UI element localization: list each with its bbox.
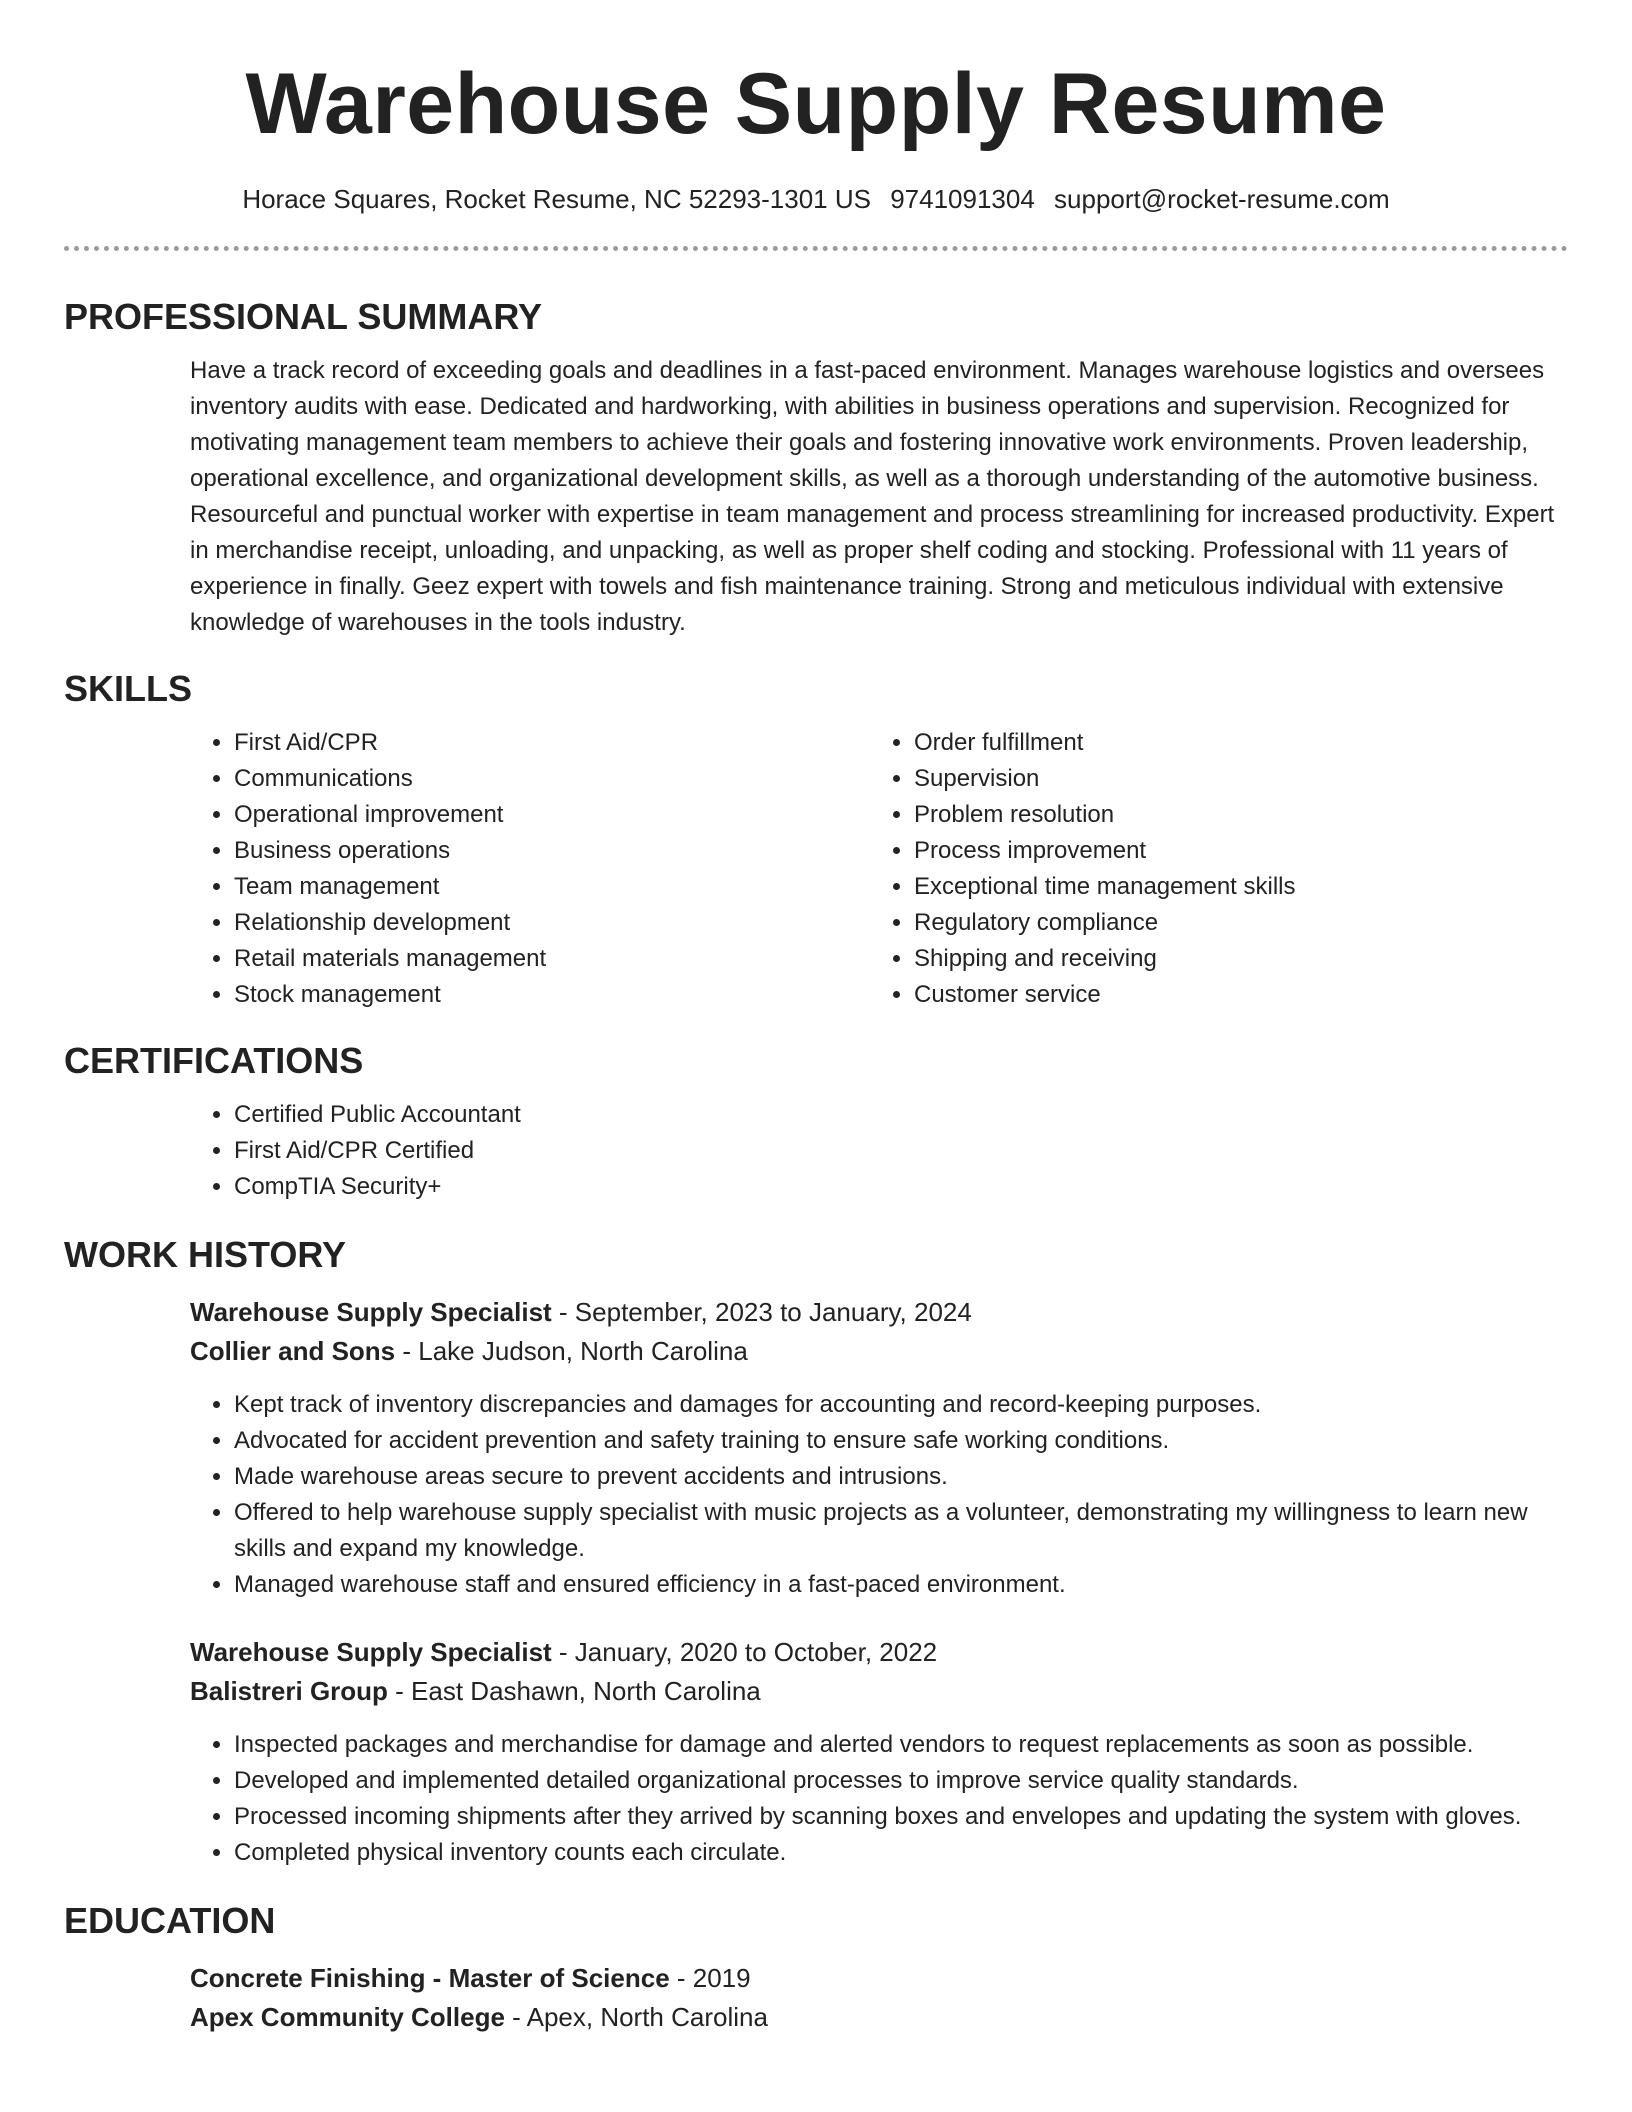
skill-item: • Supervision: [914, 761, 1550, 797]
contact-line: [64, 182, 1568, 216]
job-company: Collier and Sons: [190, 1336, 396, 1366]
job-entry: [64, 1633, 1568, 1871]
job-company: Balistreri Group: [190, 1676, 388, 1706]
job-entry: [64, 1293, 1568, 1603]
skill-item: • Retail materials management: [234, 941, 870, 977]
skill-item: • Customer service: [914, 977, 1550, 1013]
work-history-section: [64, 1233, 1568, 1871]
education-section: [64, 1899, 1568, 2037]
skills-right-column: [870, 725, 1550, 1013]
skill-item: • First Aid/CPR: [234, 725, 870, 761]
job-dates: - January, 2020 to October, 2022: [551, 1637, 938, 1667]
education-degree-line: [190, 1959, 1568, 1998]
skills-title: SKILLS: [64, 668, 193, 709]
job-bullet: • Inspected packages and merchandise for damage and alerted vendors to request replacements as soon as possible.: [234, 1727, 1568, 1763]
skills-section: [64, 667, 1568, 1013]
summary-text: Have a track record of exceeding goals and deadlines in a fast-paced environment. Manages warehouse logistics and oversees inventory audits with ease. Dedicated and hardworking, with abilities in business operations and supervision. Recognized for motivating management team members to achieve their goals and fostering innovative work environments. Proven leadership, operational excellence, and organizational development skills, as well as a thorough understanding of the automotive business. Resourceful and punctual worker with expertise in team management and process streamlining for increased productivity. Expert in merchandise receipt, unloading, and unpacking, as well as proper shelf coding and stocking. Professional with 11 years of experience in finally. Geez expert with towels and fish maintenance training. Strong and meticulous individual with extensive knowledge of warehouses in the tools industry.: [190, 357, 1555, 636]
skill-item: • Team management: [234, 869, 870, 905]
skill-item: • Relationship development: [234, 905, 870, 941]
education-school: Apex Community College: [190, 2002, 505, 2032]
education-year: - 2019: [669, 1963, 751, 1993]
contact-email: support@rocket-resume.com: [1054, 184, 1390, 214]
contact-address: Horace Squares, Rocket Resume, NC 52293-1301 US: [242, 184, 871, 214]
skill-item: • Exceptional time management skills: [914, 869, 1550, 905]
job-title-line: [190, 1633, 1568, 1672]
skills-left-column: [190, 725, 870, 1013]
summary-section: [64, 295, 1568, 641]
certification-item: • CompTIA Security+: [234, 1169, 1568, 1205]
skill-item: • Business operations: [234, 833, 870, 869]
job-bullet: • Processed incoming shipments after they arrived by scanning boxes and envelopes and updating the system with gloves.: [234, 1799, 1568, 1835]
skill-item: • Regulatory compliance: [914, 905, 1550, 941]
certification-item: • Certified Public Accountant: [234, 1097, 1568, 1133]
certification-item: • First Aid/CPR Certified: [234, 1133, 1568, 1169]
job-location: - East Dashawn, North Carolina: [387, 1676, 761, 1706]
skill-item: • Shipping and receiving: [914, 941, 1550, 977]
skill-item: • Process improvement: [914, 833, 1550, 869]
header-divider: [64, 246, 1568, 251]
work-history-title: WORK HISTORY: [64, 1234, 347, 1275]
job-bullet: • Offered to help warehouse supply specialist with music projects as a volunteer, demonstrating my willingness to learn new skills and expand my knowledge.: [234, 1495, 1568, 1567]
education-title: EDUCATION: [64, 1900, 276, 1941]
job-role: Warehouse Supply Specialist: [190, 1637, 552, 1667]
resume-name: Warehouse Supply Resume: [245, 56, 1387, 152]
skill-item: • Order fulfillment: [914, 725, 1550, 761]
job-bullet: • Managed warehouse staff and ensured efficiency in a fast-paced environment.: [234, 1567, 1568, 1603]
skill-item: • Problem resolution: [914, 797, 1550, 833]
job-company-line: [190, 1332, 1568, 1371]
education-location: - Apex, North Carolina: [504, 2002, 768, 2032]
job-bullet: • Developed and implemented detailed organizational processes to improve service quality standards.: [234, 1763, 1568, 1799]
summary-title: PROFESSIONAL SUMMARY: [64, 296, 543, 337]
job-company-line: [190, 1672, 1568, 1711]
skill-item: • Stock management: [234, 977, 870, 1013]
skill-item: • Operational improvement: [234, 797, 870, 833]
job-bullet: • Kept track of inventory discrepancies and damages for accounting and record-keeping purposes.: [234, 1387, 1568, 1423]
skill-item: • Communications: [234, 761, 870, 797]
education-school-line: [190, 1998, 1568, 2037]
education-degree: Concrete Finishing - Master of Science: [190, 1963, 670, 1993]
job-title-line: [190, 1293, 1568, 1332]
job-dates: - September, 2023 to January, 2024: [551, 1297, 972, 1327]
certifications-section: [64, 1039, 1568, 1205]
job-bullet: • Advocated for accident prevention and safety training to ensure safe working conditions.: [234, 1423, 1568, 1459]
contact-phone: 9741091304: [890, 184, 1035, 214]
job-role: Warehouse Supply Specialist: [190, 1297, 552, 1327]
job-bullet: • Made warehouse areas secure to prevent accidents and intrusions.: [234, 1459, 1568, 1495]
job-bullet: • Completed physical inventory counts each circulate.: [234, 1835, 1568, 1871]
certifications-title: CERTIFICATIONS: [64, 1040, 364, 1081]
job-location: - Lake Judson, North Carolina: [395, 1336, 748, 1366]
